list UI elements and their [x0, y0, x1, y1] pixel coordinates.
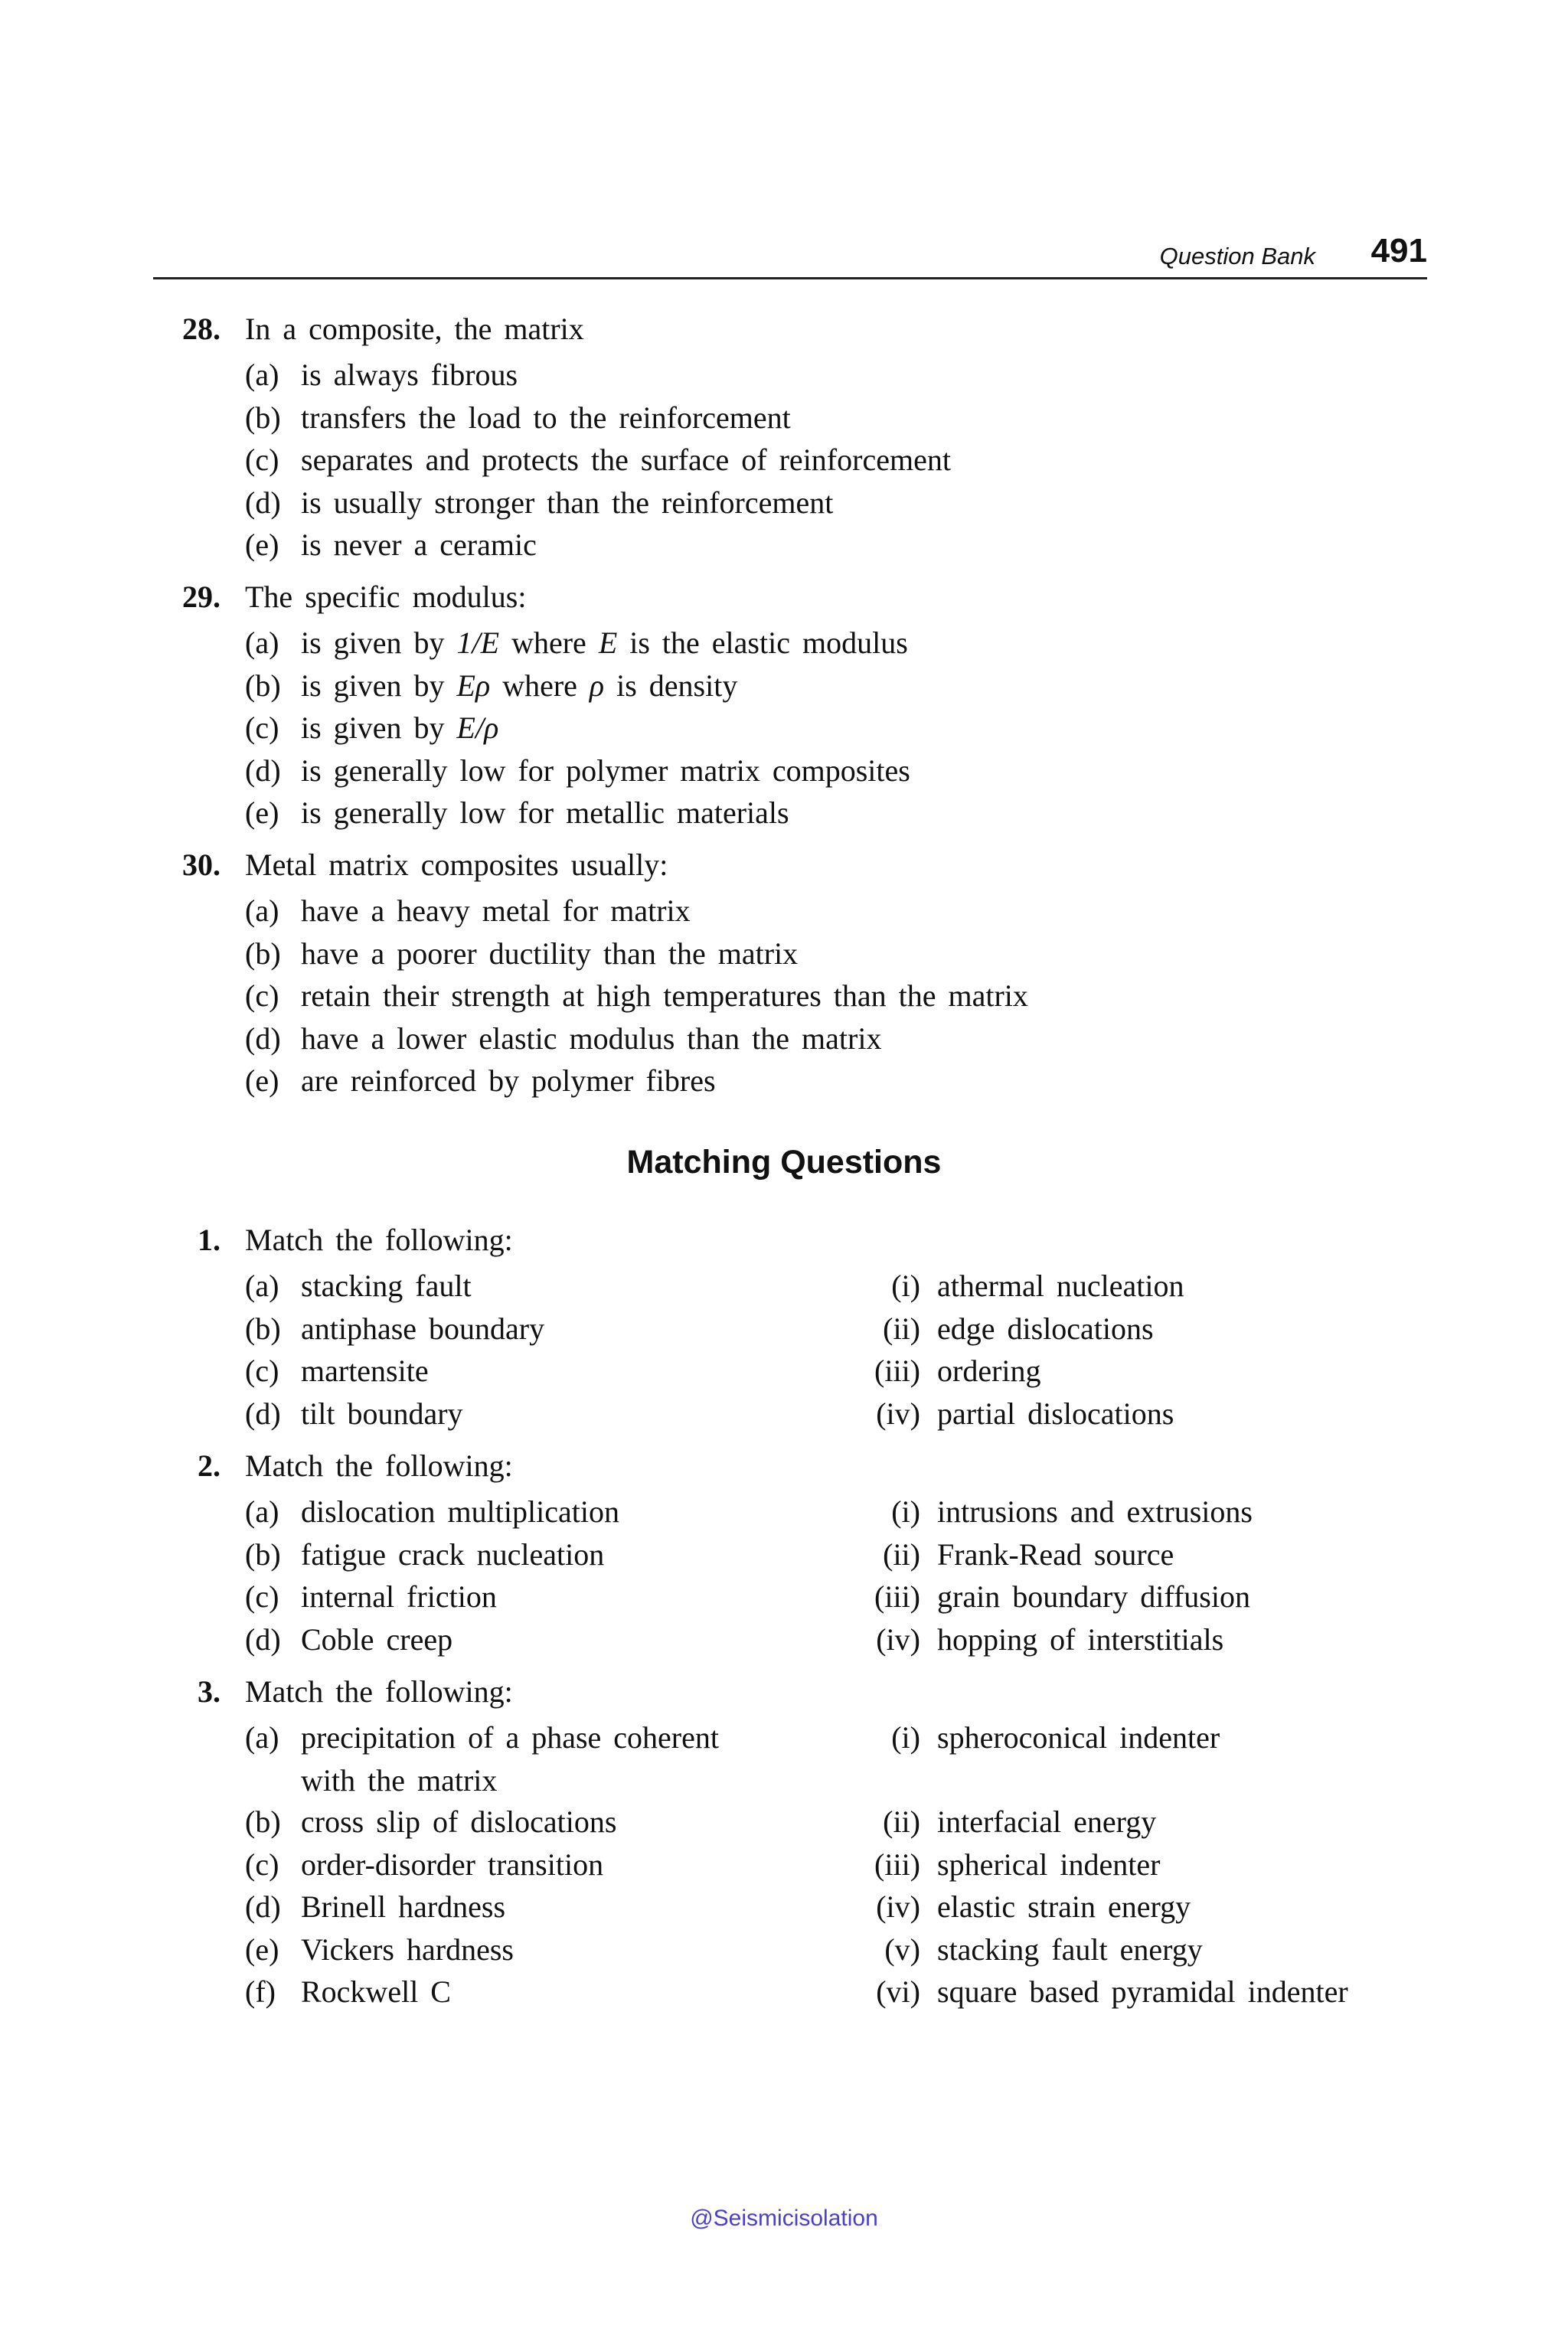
question-30	[0, 844, 1568, 1102]
match-row	[0, 1350, 1568, 1393]
match-table	[0, 1716, 1568, 2013]
right-item: spheroconical indenter	[937, 1720, 1220, 1755]
math-expression: E/ρ	[456, 710, 499, 745]
left-label: (c)	[245, 1579, 279, 1614]
match-row	[0, 1844, 1568, 1886]
option-text: is always fibrous	[301, 358, 518, 392]
right-label: (iii)	[874, 1579, 920, 1614]
math-expression: Eρ	[456, 668, 491, 703]
right-item: intrusions and extrusions	[937, 1494, 1253, 1529]
option-text	[301, 707, 498, 749]
option-text: have a heavy metal for matrix	[301, 893, 691, 928]
match-table	[0, 1491, 1568, 1661]
option-label: (c)	[245, 443, 279, 477]
left-label: (c)	[245, 1354, 279, 1388]
option-item	[0, 397, 1568, 439]
left-label: (b)	[245, 1804, 281, 1839]
left-label: (c)	[245, 1847, 279, 1882]
right-item: athermal nucleation	[937, 1269, 1184, 1303]
right-label: (ii)	[883, 1311, 920, 1346]
match-row	[0, 1928, 1568, 1971]
left-label: (b)	[245, 1311, 281, 1346]
option-item	[0, 975, 1568, 1017]
left-item: Coble creep	[301, 1621, 453, 1657]
option-label: (d)	[245, 485, 281, 520]
option-text-part: is given by	[301, 625, 457, 660]
option-item	[0, 792, 1568, 834]
right-label: (iv)	[876, 1396, 920, 1431]
left-label: (d)	[245, 1621, 281, 1657]
right-item: grain boundary diffusion	[937, 1579, 1250, 1614]
left-item: Rockwell C	[301, 1974, 451, 2009]
option-text	[301, 622, 908, 665]
question-number: 1.	[198, 1223, 220, 1257]
option-label: (e)	[245, 795, 279, 830]
right-item: edge dislocations	[937, 1311, 1154, 1346]
option-item	[0, 749, 1568, 792]
matching-question-2	[0, 1445, 1568, 1661]
question-text: Metal matrix composites usually:	[245, 847, 668, 882]
matching-question-3	[0, 1670, 1568, 2013]
match-row	[0, 1491, 1568, 1533]
right-item: hopping of interstitials	[937, 1621, 1224, 1657]
match-row	[0, 1971, 1568, 2013]
right-label: (iii)	[874, 1847, 920, 1882]
option-text-part: is given by	[301, 710, 457, 745]
option-text-part: where	[490, 668, 590, 703]
left-label: (b)	[245, 1537, 281, 1572]
left-item: internal friction	[301, 1579, 497, 1614]
option-text: is generally low for polymer matrix composites	[301, 753, 910, 788]
question-number: 2.	[198, 1448, 220, 1483]
right-item: stacking fault energy	[937, 1932, 1203, 1967]
question-28	[0, 308, 1568, 567]
left-item: tilt boundary	[301, 1396, 463, 1431]
option-item	[0, 1017, 1568, 1060]
right-label: (i)	[891, 1269, 920, 1303]
math-symbol: ρ	[589, 668, 605, 703]
option-label: (b)	[245, 400, 281, 435]
option-text: separates and protects the surface of reinforcement	[301, 443, 951, 477]
question-text: Match the following:	[245, 1448, 513, 1483]
page-header	[153, 230, 1427, 279]
match-row	[0, 1618, 1568, 1661]
left-label: (d)	[245, 1889, 281, 1924]
right-label: (i)	[891, 1720, 920, 1755]
question-number: 28.	[182, 312, 220, 346]
matching-question-1	[0, 1219, 1568, 1435]
left-item: cross slip of dislocations	[301, 1804, 617, 1839]
right-label: (i)	[891, 1494, 920, 1529]
question-29	[0, 576, 1568, 834]
match-row	[0, 1308, 1568, 1350]
option-item	[0, 890, 1568, 932]
left-label: (e)	[245, 1932, 279, 1967]
left-label: (d)	[245, 1396, 281, 1431]
left-item: precipitation of a phase coherent with the matrix	[301, 1720, 719, 1798]
math-expression: 1/E	[456, 625, 500, 660]
option-text-part: is density	[604, 668, 738, 703]
option-label: (d)	[245, 753, 281, 788]
option-list	[0, 354, 1568, 567]
left-item: antiphase boundary	[301, 1311, 545, 1346]
left-item: stacking fault	[301, 1269, 472, 1303]
option-label: (e)	[245, 1063, 279, 1098]
right-item: ordering	[937, 1354, 1041, 1388]
watermark-text: @Seismicisolation	[690, 2206, 878, 2231]
option-text: are reinforced by polymer fibres	[301, 1063, 716, 1098]
option-text: is never a ceramic	[301, 527, 537, 562]
match-row	[0, 1533, 1568, 1576]
right-item: square based pyramidal indenter	[937, 1974, 1348, 2009]
left-item: order-disorder transition	[301, 1847, 604, 1882]
question-text: In a composite, the matrix	[245, 312, 584, 346]
section-heading: Matching Questions	[626, 1144, 942, 1181]
right-label: (ii)	[883, 1537, 920, 1572]
left-item: Vickers hardness	[301, 1932, 514, 1967]
option-list	[0, 622, 1568, 834]
option-label: (d)	[245, 1021, 281, 1056]
option-item	[0, 1060, 1568, 1102]
right-label: (vi)	[876, 1974, 920, 2009]
option-text: have a lower elastic modulus than the matrix	[301, 1021, 882, 1056]
option-item	[0, 622, 1568, 665]
match-row	[0, 1801, 1568, 1844]
right-item: Frank-Read source	[937, 1537, 1174, 1572]
right-label: (iii)	[874, 1354, 920, 1388]
option-label: (b)	[245, 936, 281, 971]
option-text: retain their strength at high temperatures than the matrix	[301, 978, 1028, 1013]
option-label: (c)	[245, 978, 279, 1013]
option-item	[0, 707, 1568, 749]
left-label: (a)	[245, 1494, 279, 1529]
left-item: Brinell hardness	[301, 1889, 506, 1924]
option-label: (e)	[245, 527, 279, 562]
match-row	[0, 1265, 1568, 1308]
option-text: is usually stronger than the reinforcement	[301, 485, 834, 520]
math-symbol: E	[598, 625, 618, 660]
option-text: is generally low for metallic materials	[301, 795, 789, 830]
right-label: (v)	[884, 1932, 920, 1967]
option-label: (a)	[245, 358, 279, 392]
option-item	[0, 439, 1568, 482]
match-table	[0, 1265, 1568, 1435]
option-item	[0, 482, 1568, 524]
question-number: 30.	[182, 847, 220, 882]
option-text	[301, 665, 737, 707]
option-text: have a poorer ductility than the matrix	[301, 936, 799, 971]
match-row	[0, 1716, 1568, 1801]
option-item	[0, 932, 1568, 975]
left-item: martensite	[301, 1354, 429, 1388]
left-label: (a)	[245, 1269, 279, 1303]
match-row	[0, 1886, 1568, 1928]
right-item: spherical indenter	[937, 1847, 1161, 1882]
option-text-part: where	[499, 625, 599, 660]
question-text: The specific modulus:	[245, 580, 527, 614]
option-text-part: is given by	[301, 668, 457, 703]
left-item: dislocation multiplication	[301, 1494, 619, 1529]
right-label: (iv)	[876, 1889, 920, 1924]
right-label: (iv)	[876, 1621, 920, 1657]
question-number: 29.	[182, 580, 220, 614]
question-text: Match the following:	[245, 1223, 513, 1257]
right-item: elastic strain energy	[937, 1889, 1191, 1924]
option-item	[0, 354, 1568, 397]
option-label: (c)	[245, 710, 279, 745]
option-text-part: is the elastic modulus	[617, 625, 908, 660]
match-row	[0, 1576, 1568, 1618]
question-text: Match the following:	[245, 1674, 513, 1709]
right-item: interfacial energy	[937, 1804, 1157, 1839]
option-list	[0, 890, 1568, 1102]
left-item: fatigue crack nucleation	[301, 1537, 605, 1572]
left-label: (a)	[245, 1720, 279, 1755]
option-label: (a)	[245, 893, 279, 928]
option-label: (b)	[245, 668, 281, 703]
option-text: transfers the load to the reinforcement	[301, 400, 791, 435]
left-label: (f)	[245, 1974, 276, 2009]
match-row	[0, 1393, 1568, 1435]
option-label: (a)	[245, 625, 279, 660]
page-number: 491	[1370, 232, 1427, 269]
running-head-title: Question Bank	[1159, 243, 1315, 269]
question-number: 3.	[198, 1674, 220, 1709]
right-item: partial dislocations	[937, 1396, 1174, 1431]
right-label: (ii)	[883, 1804, 920, 1839]
option-item	[0, 665, 1568, 707]
option-item	[0, 524, 1568, 567]
